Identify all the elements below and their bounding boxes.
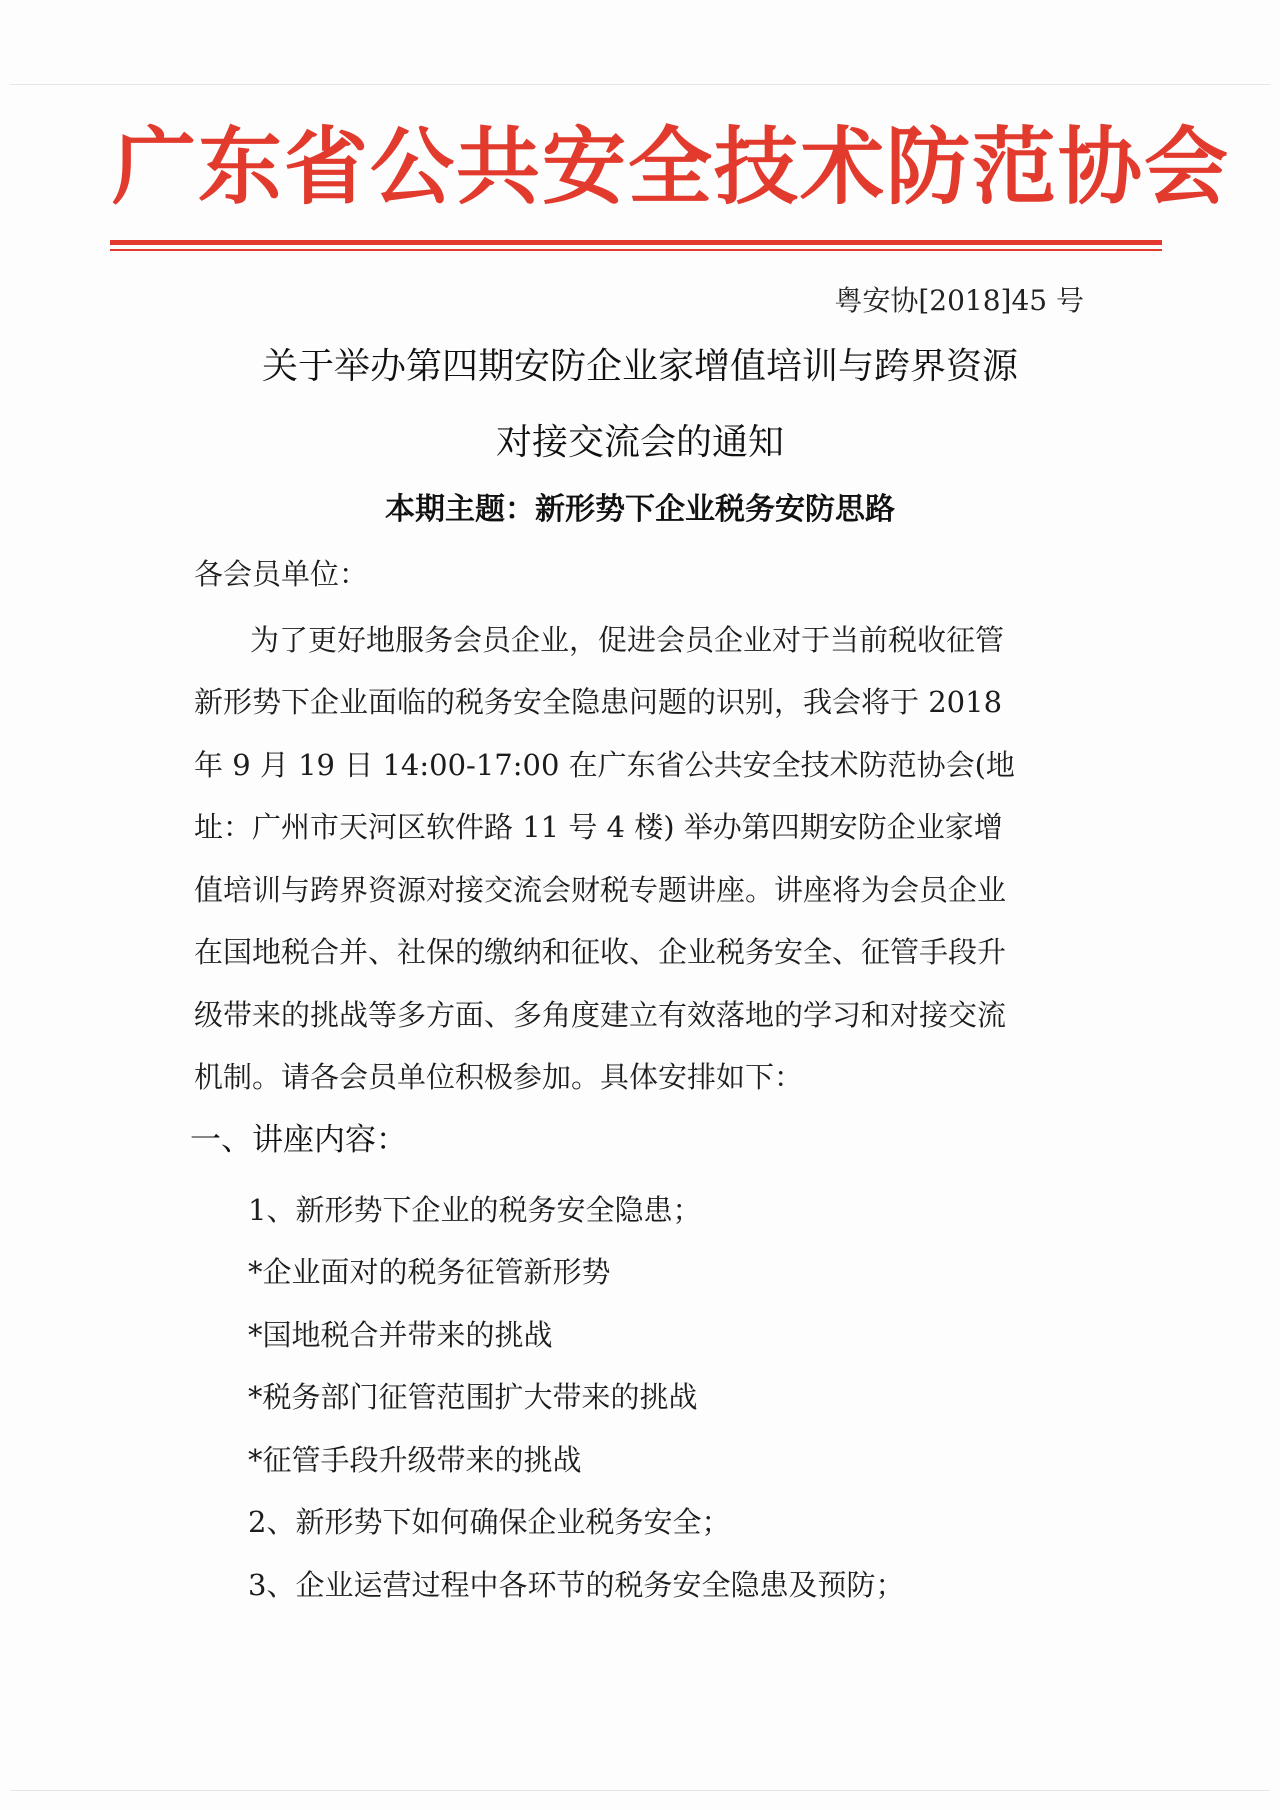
scan-edge-bottom bbox=[10, 1790, 1270, 1791]
paragraph-line: 址：广州市天河区软件路 11 号 4 楼) 举办第四期安防企业家增 bbox=[194, 810, 1003, 844]
masthead-org-name: 广东省公共安全技术防范协会 bbox=[112, 117, 1231, 216]
paragraph-line: 为了更好地服务会员企业，促进会员企业对于当前税收征管 bbox=[250, 623, 1005, 657]
masthead-rule-thick bbox=[110, 240, 1162, 245]
theme-line: 本期主题：新形势下企业税务安防思路 bbox=[385, 492, 895, 527]
notice-title-line-2: 对接交流会的通知 bbox=[495, 422, 784, 463]
paragraph-line: 在国地税合并、社保的缴纳和征收、企业税务安全、征管手段升 bbox=[194, 935, 1007, 969]
notice-title-line-1: 关于举办第四期安防企业家增值培训与跨界资源 bbox=[261, 346, 1018, 387]
section-heading-lecture-content: 一、讲座内容： bbox=[190, 1122, 407, 1158]
paragraph-line: 新形势下企业面临的税务安全隐患问题的识别，我会将于 2018 bbox=[194, 685, 1003, 719]
list-item: *征管手段升级带来的挑战 bbox=[248, 1443, 582, 1477]
masthead-rule-thin bbox=[110, 249, 1162, 251]
salutation: 各会员单位： bbox=[194, 557, 369, 591]
scan-edge-top bbox=[10, 84, 1270, 85]
list-item: 3、企业运营过程中各环节的税务安全隐患及预防； bbox=[248, 1568, 905, 1602]
list-item: *企业面对的税务征管新形势 bbox=[248, 1255, 611, 1289]
document-number: 粤安协[2018]45 号 bbox=[834, 284, 1084, 317]
paragraph-line: 级带来的挑战等多方面、多角度建立有效落地的学习和对接交流 bbox=[194, 998, 1007, 1032]
paragraph-line: 年 9 月 19 日 14:00-17:00 在广东省公共安全技术防范协会(地 bbox=[194, 748, 1015, 782]
list-item: 2、新形势下如何确保企业税务安全； bbox=[248, 1505, 731, 1539]
paragraph-line: 机制。请各会员单位积极参加。具体安排如下： bbox=[194, 1060, 804, 1094]
paragraph-line: 值培训与跨界资源对接交流会财税专题讲座。讲座将为会员企业 bbox=[194, 873, 1007, 907]
list-item: *税务部门征管范围扩大带来的挑战 bbox=[248, 1380, 698, 1414]
list-item: *国地税合并带来的挑战 bbox=[248, 1318, 553, 1352]
list-item: 1、新形势下企业的税务安全隐患； bbox=[248, 1193, 702, 1227]
